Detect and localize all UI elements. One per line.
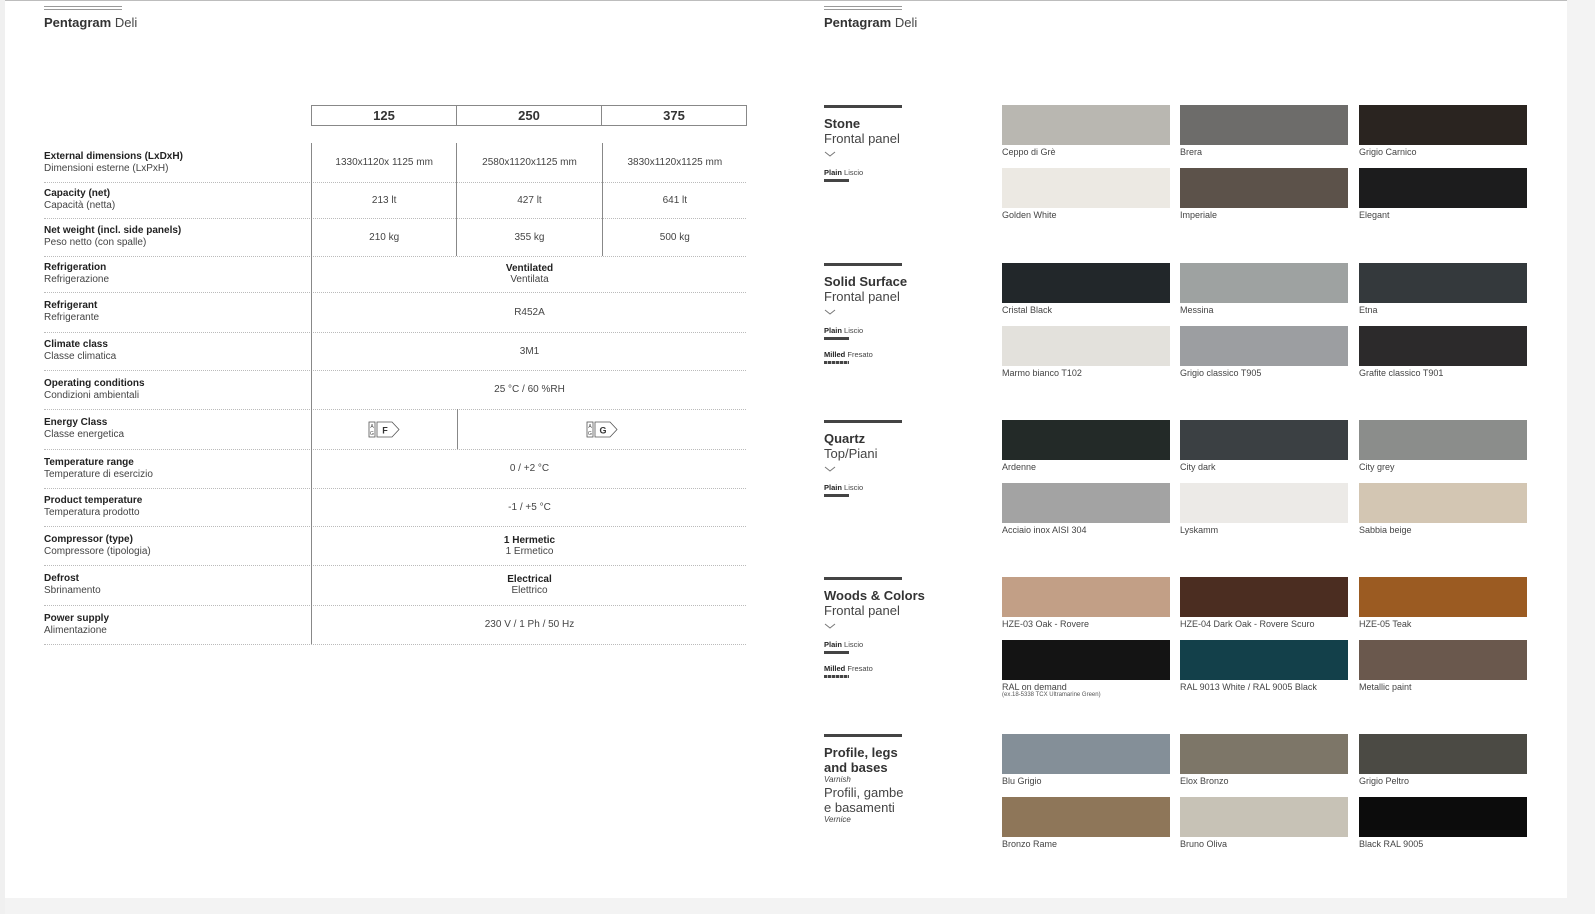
spec-value-en: Electrical: [507, 574, 552, 585]
spec-value: 213 lt: [371, 194, 397, 206]
spec-label: [44, 417, 124, 441]
spec-row: [44, 605, 746, 645]
swatch-label: [1180, 210, 1217, 220]
swatch-name: Ardenne: [1002, 462, 1037, 472]
spec-label-en: Refrigeration: [44, 262, 107, 273]
spec-label-it: Temperature di esercizio: [44, 468, 153, 480]
spec-label-en: External dimensions (LxDxH): [44, 150, 183, 162]
spec-row: [44, 182, 746, 219]
spec-value: 210 kg: [369, 231, 400, 243]
swatch-label: [1180, 776, 1229, 786]
product-name: Deli: [894, 15, 918, 30]
category-subtitle: Frontal panel: [824, 603, 900, 618]
spec-label: [44, 495, 142, 519]
spec-values: [311, 488, 747, 526]
swatch-name: RAL 9013 White / RAL 9005 Black: [1180, 682, 1317, 692]
chevron-down-icon: [824, 150, 836, 158]
spec-row: [44, 409, 746, 450]
swatch-name: Bronzo Rame: [1002, 839, 1058, 849]
finish-swatch: [1180, 797, 1348, 837]
spec-value: 3M1: [519, 345, 540, 357]
swatch-name: Acciaio inox AISI 304: [1002, 525, 1087, 535]
finish-tag-underline: [824, 361, 849, 364]
spec-label-it: Refrigerazione: [44, 274, 110, 285]
finish-tag-milled: [824, 664, 974, 678]
swatch-label: [1359, 462, 1395, 472]
finish-swatch: [1002, 797, 1170, 837]
finish-tag-underline: [824, 337, 849, 340]
spec-value: 3830x1120x1125 mm: [602, 143, 747, 182]
finish-swatch: [1359, 577, 1527, 617]
category-subtitle: Frontal panel: [824, 131, 900, 146]
swatch-label: [1359, 619, 1411, 629]
swatch-label: [1180, 305, 1214, 315]
energy-scale-letter: G: [588, 430, 593, 437]
page-header-right: [824, 6, 917, 30]
spec-row: [44, 332, 746, 371]
spec-label-en: Climate class: [44, 339, 108, 350]
spec-label: [44, 573, 101, 597]
swatch-label: [1002, 619, 1089, 629]
finish-swatch: [1180, 734, 1348, 774]
spec-row: [44, 218, 746, 257]
finish-swatch: [1180, 326, 1348, 366]
swatch-label: [1180, 839, 1227, 849]
swatch-name: Cristal Black: [1002, 305, 1053, 315]
product-name: Deli: [114, 15, 138, 30]
finish-tag-en: Milled: [824, 350, 846, 359]
category-rule: [824, 263, 902, 266]
spec-label-en: Power supply: [44, 612, 110, 624]
finish-swatch: [1180, 420, 1348, 460]
swatch-name: Grigio Peltro: [1359, 776, 1410, 786]
finish-swatch: [1180, 263, 1348, 303]
swatch-label: [1359, 682, 1412, 692]
finish-category: [824, 263, 974, 364]
finish-swatch: [1359, 105, 1527, 145]
finish-tag-plain: [824, 640, 974, 654]
swatch-name: Grafite classico T901: [1359, 368, 1444, 378]
spec-value: 427 lt: [456, 182, 601, 218]
spec-values: [311, 143, 747, 182]
header-rule: [44, 6, 122, 10]
energy-scale-letter: A: [588, 423, 592, 430]
spec-label: [44, 457, 153, 481]
spec-row: [44, 565, 746, 606]
spec-value-en: 1 Hermetic: [503, 534, 556, 546]
finish-swatch: [1359, 797, 1527, 837]
energy-class-cell: [457, 409, 747, 449]
spec-value: 1330x1120x 1125 mm: [335, 157, 433, 168]
finish-category: [824, 734, 974, 825]
spec-value-en: Ventilated: [505, 263, 554, 274]
swatch-name: Blu Grigio: [1002, 776, 1042, 786]
finish-category: [824, 105, 974, 182]
spec-value: 0 / +2 °C: [509, 463, 550, 474]
spec-label-en: Capacity (net): [44, 188, 111, 199]
swatch-label: [1180, 682, 1317, 692]
spec-value-it: Ventilata: [510, 274, 549, 285]
swatch-name: Elegant: [1359, 210, 1390, 220]
swatch-name: Grigio Carnico: [1359, 147, 1417, 157]
swatch-label: [1180, 368, 1261, 378]
column-header: 125: [312, 106, 457, 125]
spec-values: [311, 182, 747, 218]
spec-row: [44, 526, 746, 566]
energy-class-letter: F: [382, 425, 389, 435]
spec-values: [311, 605, 747, 644]
swatch-name: Lyskamm: [1180, 525, 1219, 535]
spec-label-it: Refrigerante: [44, 312, 100, 323]
swatch-name: Messina: [1180, 305, 1214, 315]
column-header: 375: [663, 108, 685, 123]
finish-tag-underline: [824, 651, 849, 654]
spec-label-en: Operating conditions: [44, 377, 145, 389]
spec-label-it: Classe energetica: [44, 429, 125, 440]
finish-swatch: [1180, 168, 1348, 208]
category-rule: [824, 105, 902, 108]
energy-scale-letter: A: [370, 423, 374, 430]
finish-swatch: [1002, 263, 1170, 303]
energy-class-cell: [312, 409, 457, 449]
finish-tag-it: Liscio: [844, 168, 864, 177]
spec-values: [311, 218, 747, 256]
spec-label-it: Compressore (tipologia): [44, 545, 151, 557]
swatch-name: Etna: [1359, 305, 1378, 315]
swatch-name: HZE-04 Dark Oak - Rovere Scuro: [1180, 619, 1315, 629]
spec-value: 25 °C / 60 %RH: [494, 384, 565, 395]
energy-label-icon: [586, 421, 618, 438]
swatch-name: Ceppo di Grè: [1002, 147, 1056, 157]
spec-label: [44, 534, 151, 558]
spec-label-en: Energy Class: [44, 417, 108, 428]
finish-swatch: [1002, 483, 1170, 523]
chevron-down-icon: [824, 308, 836, 316]
finish-tag-underline: [824, 179, 849, 182]
finish-tag-en: Milled: [824, 664, 846, 673]
swatch-label: [1002, 462, 1036, 472]
spec-label-it: Alimentazione: [44, 624, 107, 636]
swatch-name: Marmo bianco T102: [1002, 368, 1082, 378]
header-rule: [824, 6, 902, 10]
spec-label: [44, 300, 99, 324]
swatch-name: HZE-05 Teak: [1359, 619, 1412, 629]
spec-label-it: Sbrinamento: [44, 585, 101, 596]
swatch-label: [1359, 305, 1378, 315]
finish-swatch: [1359, 640, 1527, 680]
spec-values: [311, 332, 747, 370]
spec-label: [44, 339, 116, 363]
spec-value: [312, 526, 747, 565]
swatch-label: [1002, 210, 1057, 220]
chevron-down-icon: [824, 465, 836, 473]
page-edge-top: [5, 0, 1595, 1]
swatch-label: [1359, 839, 1423, 849]
spec-label: [44, 262, 109, 286]
energy-scale-letter: G: [370, 430, 375, 437]
category-title: Solid Surface: [824, 274, 908, 289]
swatch-name: Black RAL 9005: [1359, 839, 1424, 849]
finish-tag-plain: [824, 326, 974, 340]
swatch-name: City dark: [1180, 462, 1216, 472]
spec-label-en: Compressor (type): [44, 533, 133, 545]
swatch-label: [1002, 368, 1082, 378]
spec-values: [311, 449, 747, 488]
category-rule: [824, 734, 902, 737]
energy-label-icon: [368, 421, 400, 438]
spec-value-it: Elettrico: [511, 585, 548, 596]
spec-row: [44, 370, 746, 410]
category-title-note: Varnish: [824, 775, 851, 784]
spec-value: [312, 565, 747, 605]
spec-label-en: Product temperature: [44, 495, 143, 506]
spec-values: [311, 526, 747, 565]
spec-label-en: Refrigerant: [44, 300, 98, 311]
swatch-label: [1180, 525, 1218, 535]
spec-value: 355 kg: [456, 218, 601, 256]
spec-label-it: Condizioni ambientali: [44, 389, 140, 401]
category-subtitle: Profili, gambe e basamenti: [824, 785, 904, 815]
swatch-label: [1359, 147, 1417, 157]
swatch-label: [1002, 776, 1042, 786]
spec-label: [44, 225, 181, 249]
swatch-label: [1002, 525, 1087, 535]
finish-tag-en: Plain: [824, 326, 842, 335]
spec-value: 641 lt: [602, 182, 747, 218]
spec-values: [311, 256, 747, 292]
page-header-left: [44, 6, 137, 30]
spec-label: [44, 188, 115, 212]
spec-value: 2580x1120x1125 mm: [456, 143, 601, 182]
spec-label-it: Classe climatica: [44, 351, 117, 362]
swatch-name: Elox Bronzo: [1180, 776, 1229, 786]
spec-values: [311, 370, 747, 409]
swatch-label: [1180, 462, 1216, 472]
finish-swatch: [1359, 326, 1527, 366]
spec-row: [44, 143, 746, 183]
category-rule: [824, 420, 902, 423]
chevron-down-icon: [824, 622, 836, 630]
category-subtitle: Top/Piani: [824, 446, 878, 461]
swatch-label: [1180, 147, 1202, 157]
swatch-label: [1002, 147, 1056, 157]
swatch-label: [1180, 619, 1315, 629]
spec-values: [311, 292, 747, 332]
swatch-name: Metallic paint: [1359, 682, 1412, 692]
spec-values: [311, 565, 747, 605]
finish-swatch: [1002, 168, 1170, 208]
swatch-name: Brera: [1180, 147, 1203, 157]
finish-tag-it: Liscio: [844, 483, 864, 492]
swatch-name: RAL on demand: [1002, 682, 1067, 692]
finish-swatch: [1002, 577, 1170, 617]
finish-swatch: [1180, 105, 1348, 145]
spec-table-header: [311, 105, 747, 126]
finish-tag-en: Plain: [824, 168, 842, 177]
finish-swatch: [1180, 640, 1348, 680]
swatch-name: Bruno Oliva: [1180, 839, 1228, 849]
swatch-name: Sabbia beige: [1359, 525, 1412, 535]
swatch-label: [1359, 368, 1443, 378]
finish-swatch: [1002, 640, 1170, 680]
finish-tag-underline: [824, 494, 849, 497]
page-edge-bottom: [5, 898, 1567, 914]
spec-values: [311, 409, 747, 449]
finish-tag-plain: [824, 168, 974, 182]
category-title: Profile, legs and bases: [824, 745, 898, 775]
spec-value: [312, 256, 747, 292]
finish-tag-it: Fresato: [847, 664, 873, 673]
spec-value: 230 V / 1 Ph / 50 Hz: [484, 619, 575, 630]
finish-swatch: [1359, 168, 1527, 208]
category-title: Woods & Colors: [824, 588, 925, 603]
finish-tag-it: Fresato: [847, 350, 873, 359]
finish-swatch: [1359, 420, 1527, 460]
finish-tag-en: Plain: [824, 483, 842, 492]
finish-swatch: [1359, 483, 1527, 523]
spec-row: [44, 488, 746, 527]
swatch-label: [1002, 682, 1101, 698]
swatch-name: Imperiale: [1180, 210, 1218, 220]
spec-label: [44, 378, 145, 402]
finish-tag-en: Plain: [824, 640, 842, 649]
category-title: Quartz: [824, 431, 866, 446]
swatch-label: [1359, 776, 1409, 786]
swatch-name: Grigio classico T905: [1180, 368, 1262, 378]
category-subtitle-note: Vernice: [824, 815, 851, 824]
finish-swatch: [1002, 734, 1170, 774]
spec-label: [44, 151, 183, 175]
page-edge-left: [0, 0, 5, 914]
category-title: Stone: [824, 116, 861, 131]
finish-swatch: [1359, 263, 1527, 303]
finish-tag-plain: [824, 483, 974, 497]
energy-class-letter: G: [599, 425, 607, 435]
swatch-label: [1002, 839, 1057, 849]
swatch-name: Golden White: [1002, 210, 1057, 220]
spec-label-en: Net weight (incl. side panels): [44, 225, 182, 236]
spec-label-en: Temperature range: [44, 456, 134, 468]
swatch-label: [1359, 525, 1412, 535]
spec-value-it: 1 Ermetico: [505, 545, 554, 557]
spec-label: [44, 613, 109, 637]
finish-tag-it: Liscio: [844, 326, 864, 335]
swatch-note: (ex.18-5338 TCX Ultramarine Green): [1002, 692, 1101, 698]
finish-tag-it: Liscio: [844, 640, 864, 649]
finish-tag-milled: [824, 350, 974, 364]
spec-value: -1 / +5 °C: [508, 501, 551, 513]
spec-row: [44, 292, 746, 333]
page-edge-right: [1567, 0, 1595, 914]
category-subtitle: Frontal panel: [824, 289, 900, 304]
spec-label-it: Dimensioni esterne (LxPxH): [44, 162, 169, 174]
category-rule: [824, 577, 902, 580]
spec-value: R452A: [514, 306, 545, 318]
swatch-label: [1359, 210, 1390, 220]
finish-swatch: [1002, 326, 1170, 366]
finish-swatch: [1359, 734, 1527, 774]
finish-swatch: [1002, 105, 1170, 145]
swatch-name: City grey: [1359, 462, 1395, 472]
spec-label-it: Temperatura prodotto: [44, 507, 140, 518]
column-header: 250: [457, 106, 602, 125]
brand-name: Pentagram: [824, 15, 892, 30]
spec-value: 500 kg: [602, 218, 747, 256]
spec-label-it: Peso netto (con spalle): [44, 237, 147, 248]
finish-swatch: [1180, 577, 1348, 617]
spec-label-it: Capacità (netta): [44, 200, 116, 211]
finish-category: [824, 420, 974, 497]
finish-tag-underline: [824, 675, 849, 678]
finish-category: [824, 577, 974, 678]
finish-swatch: [1180, 483, 1348, 523]
spec-label-en: Defrost: [44, 573, 80, 584]
spec-row: [44, 449, 746, 489]
finish-swatch: [1002, 420, 1170, 460]
spec-row: [44, 256, 746, 293]
brand-name: Pentagram: [44, 15, 112, 30]
swatch-label: [1002, 305, 1052, 315]
swatch-name: HZE-03 Oak - Rovere: [1002, 619, 1090, 629]
